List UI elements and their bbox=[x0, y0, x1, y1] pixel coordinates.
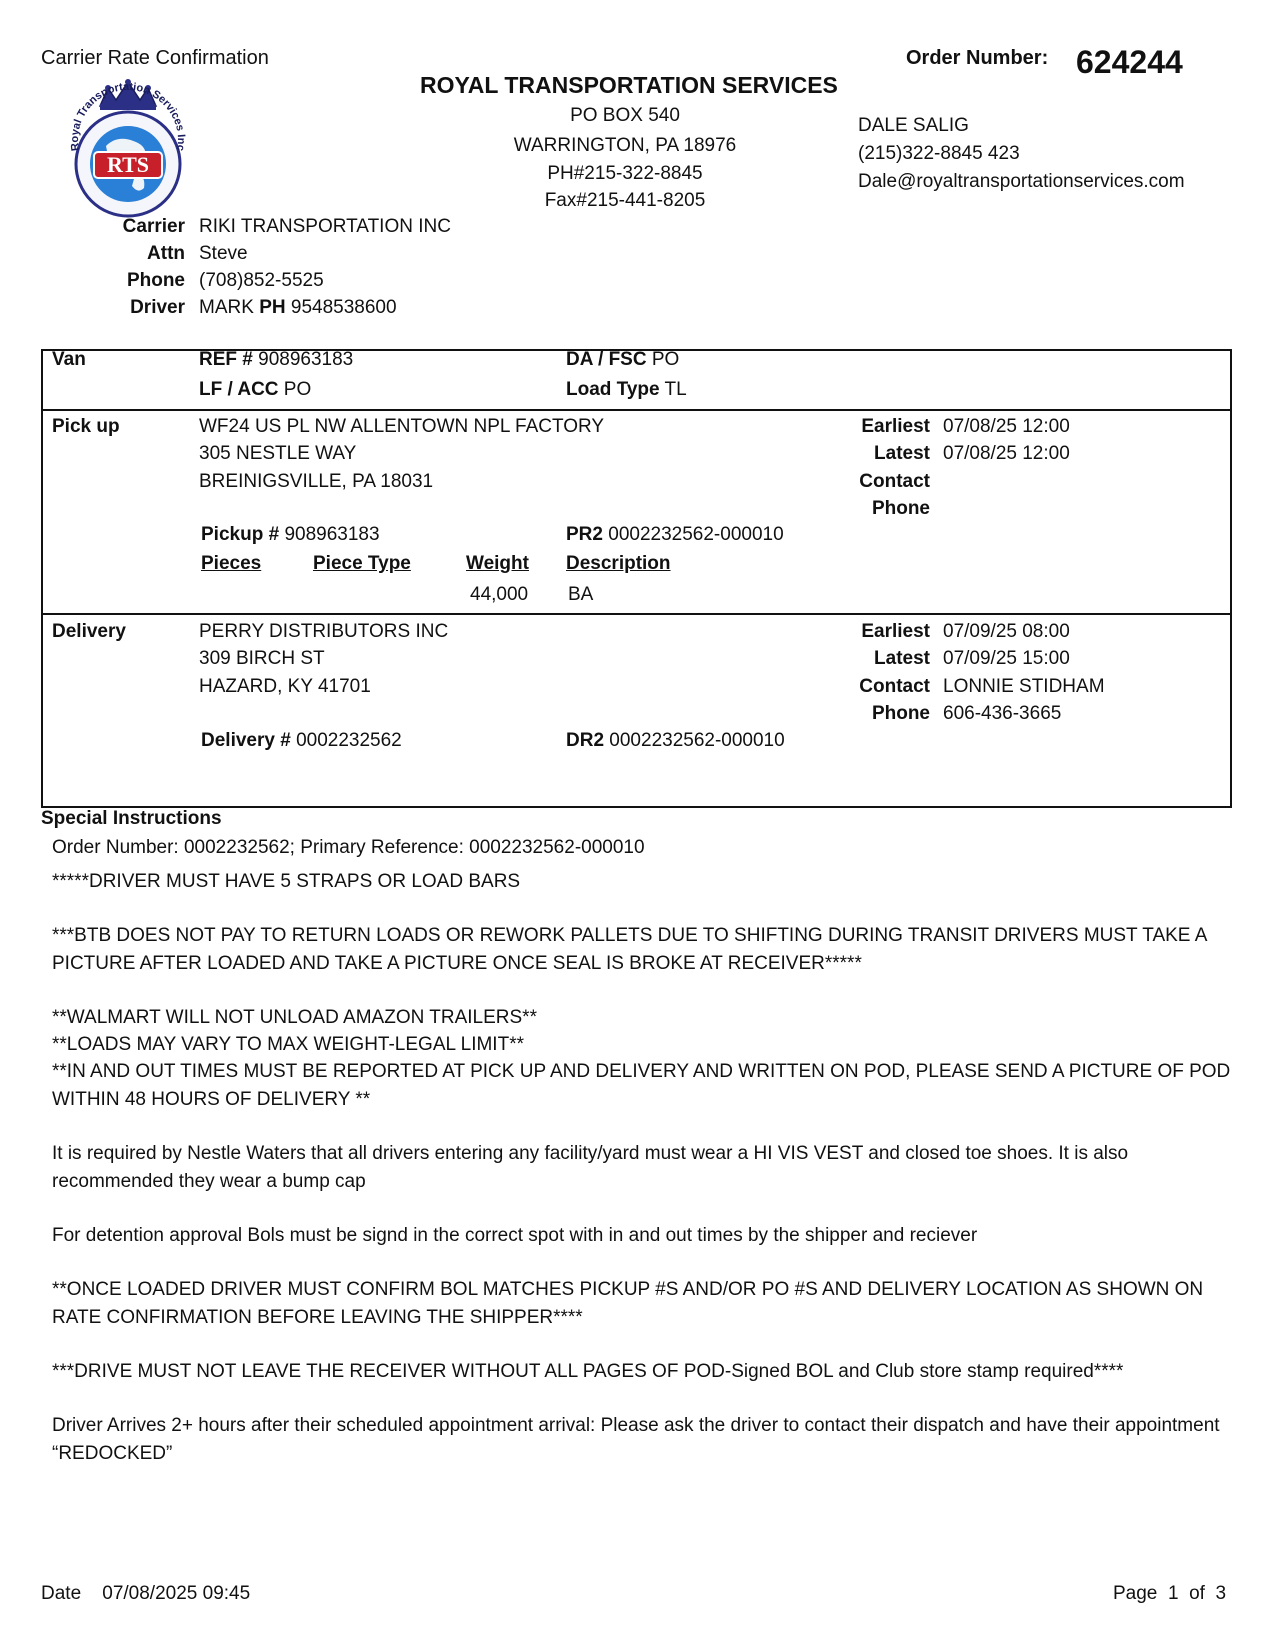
instruction-line-4: **WALMART WILL NOT UNLOAD AMAZON TRAILERS** bbox=[52, 1007, 537, 1028]
pickup-earliest-label: Earliest bbox=[861, 416, 930, 437]
pickup-number-field bbox=[201, 524, 380, 546]
page-current: 1 bbox=[1167, 1583, 1179, 1604]
instruction-line-1: Order Number: 0002232562; Primary Reference: 0002232562-000010 bbox=[52, 837, 645, 858]
col-piece-type: Piece Type bbox=[313, 553, 411, 574]
col-pieces: Pieces bbox=[201, 553, 262, 574]
carrier-value: RIKI TRANSPORTATION INC bbox=[199, 216, 451, 237]
pickup-number: 908963183 bbox=[284, 524, 380, 545]
dr2-label: DR2 bbox=[566, 730, 605, 751]
contact-phone: (215)322-8845 423 bbox=[858, 143, 1020, 164]
load-type-value: TL bbox=[664, 379, 687, 400]
col-description: Description bbox=[566, 553, 671, 574]
instruction-line-5: **LOADS MAY VARY TO MAX WEIGHT-LEGAL LIMIT** bbox=[52, 1034, 524, 1055]
company-logo bbox=[58, 76, 198, 218]
company-address-2: WARRINGTON, PA 18976 bbox=[513, 135, 737, 156]
delivery-address-3: HAZARD, KY 41701 bbox=[199, 676, 371, 697]
row-description: BA bbox=[568, 584, 594, 605]
driver-ph: 9548538600 bbox=[290, 297, 397, 318]
contact-name: DALE SALIG bbox=[858, 115, 969, 136]
company-address-1: PO BOX 540 bbox=[570, 105, 680, 126]
delivery-number-label: Delivery # bbox=[201, 730, 291, 751]
order-number: 624244 bbox=[1076, 44, 1183, 80]
phone-label: Phone bbox=[126, 270, 185, 291]
svg-text:RTS: RTS bbox=[106, 152, 150, 177]
delivery-number-field bbox=[201, 730, 402, 752]
carrier-label: Carrier bbox=[122, 216, 185, 237]
section-divider-pickup bbox=[41, 409, 1232, 411]
lf-acc-value: PO bbox=[283, 379, 312, 400]
pr2-field bbox=[566, 524, 784, 546]
driver-name: MARK bbox=[199, 297, 254, 318]
lf-acc-label: LF / ACC bbox=[199, 379, 279, 400]
page-of: of bbox=[1189, 1583, 1205, 1604]
instruction-line-7: It is required by Nestle Waters that all drivers entering any facility/yard must wear a HI VIS VEST and closed toe shoes. It is also recommended they wear a bump cap bbox=[52, 1143, 1129, 1192]
driver-value bbox=[199, 297, 397, 319]
delivery-address-1: PERRY DISTRIBUTORS INC bbox=[199, 621, 449, 642]
date-label: Date bbox=[41, 1583, 82, 1604]
instruction-line-9: **ONCE LOADED DRIVER MUST CONFIRM BOL MATCHES PICKUP #S AND/OR PO #S AND DELIVERY LOCATION AS SHOWN ON RATE CONFIRMATION BEFORE LEAVING THE SHIPPER**** bbox=[52, 1279, 1204, 1328]
company-phone: PH#215-322-8845 bbox=[547, 163, 703, 184]
pickup-latest: 07/08/25 12:00 bbox=[943, 443, 1070, 464]
delivery-latest-label: Latest bbox=[874, 648, 930, 669]
attn-value: Steve bbox=[199, 243, 248, 264]
load-type-field bbox=[566, 379, 687, 401]
rts-logo-icon bbox=[58, 76, 198, 218]
page-total: 3 bbox=[1215, 1583, 1227, 1604]
company-name: ROYAL TRANSPORTATION SERVICES bbox=[420, 72, 838, 98]
svg-text:Royal Transportation Services: Royal Transportation Services Inc bbox=[68, 80, 188, 152]
instruction-line-11: Driver Arrives 2+ hours after their scheduled appointment arrival: Please ask the driver to contact their dispatch and have their appointment “REDOCKED” bbox=[52, 1415, 1220, 1464]
delivery-latest: 07/09/25 15:00 bbox=[943, 648, 1070, 669]
driver-label: Driver bbox=[130, 297, 185, 318]
date-value: 07/08/2025 09:45 bbox=[102, 1583, 251, 1604]
lf-acc-field bbox=[199, 379, 311, 401]
instruction-line-8: For detention approval Bols must be signd in the correct spot with in and out times by the shipper and reciever bbox=[52, 1225, 978, 1246]
phone-value: (708)852-5525 bbox=[199, 270, 324, 291]
page-label: Page bbox=[1113, 1583, 1158, 1604]
pickup-label: Pick up bbox=[52, 416, 120, 437]
da-fsc-value: PO bbox=[651, 349, 680, 370]
da-fsc-field bbox=[566, 349, 679, 371]
instruction-line-10: ***DRIVE MUST NOT LEAVE THE RECEIVER WITHOUT ALL PAGES OF POD-Signed BOL and Club store stamp required**** bbox=[52, 1361, 1124, 1382]
delivery-phone: 606-436-3665 bbox=[943, 703, 1062, 724]
pickup-contact-label: Contact bbox=[859, 471, 930, 492]
delivery-earliest: 07/09/25 08:00 bbox=[943, 621, 1070, 642]
delivery-contact: LONNIE STIDHAM bbox=[943, 676, 1105, 697]
order-number-label: Order Number: bbox=[906, 47, 1049, 69]
attn-label: Attn bbox=[147, 243, 185, 264]
pickup-latest-label: Latest bbox=[874, 443, 930, 464]
delivery-phone-label: Phone bbox=[871, 703, 930, 724]
delivery-address-2: 309 BIRCH ST bbox=[199, 648, 325, 669]
pickup-address-3: BREINIGSVILLE, PA 18031 bbox=[199, 471, 434, 492]
ref-label: REF # bbox=[199, 349, 253, 370]
pr2-label: PR2 bbox=[566, 524, 603, 545]
delivery-number: 0002232562 bbox=[296, 730, 402, 751]
company-fax: Fax#215-441-8205 bbox=[544, 190, 706, 211]
pickup-phone-label: Phone bbox=[871, 498, 930, 519]
equipment-label: Van bbox=[52, 349, 86, 370]
da-fsc-label: DA / FSC bbox=[566, 349, 647, 370]
load-type-label: Load Type bbox=[566, 379, 660, 400]
col-weight: Weight bbox=[466, 553, 529, 574]
ref-field bbox=[199, 349, 353, 371]
pr2-value: 0002232562-000010 bbox=[608, 524, 784, 545]
delivery-contact-label: Contact bbox=[859, 676, 930, 697]
section-divider-delivery bbox=[41, 613, 1232, 615]
footer-page bbox=[1113, 1583, 1226, 1605]
delivery-earliest-label: Earliest bbox=[861, 621, 930, 642]
pickup-address-1: WF24 US PL NW ALLENTOWN NPL FACTORY bbox=[199, 416, 605, 437]
footer-date bbox=[41, 1583, 250, 1605]
contact-email: Dale@royaltransportationservices.com bbox=[858, 171, 1185, 192]
row-weight: 44,000 bbox=[470, 584, 529, 605]
ref-value: 908963183 bbox=[258, 349, 354, 370]
pickup-earliest: 07/08/25 12:00 bbox=[943, 416, 1070, 437]
driver-ph-label: PH bbox=[259, 297, 286, 318]
instruction-line-3: ***BTB DOES NOT PAY TO RETURN LOADS OR REWORK PALLETS DUE TO SHIFTING DURING TRANSIT DRIVERS MUST TAKE A PICTURE AFTER LOADED AND TAKE A PICTURE ONCE SEAL IS BROKE AT RECEIVER***** bbox=[52, 925, 1207, 974]
instruction-line-6: **IN AND OUT TIMES MUST BE REPORTED AT PICK UP AND DELIVERY AND WRITTEN ON POD, PLEASE SEND A PICTURE OF POD WITHIN 48 HOURS OF DELIVERY ** bbox=[52, 1061, 1231, 1110]
pickup-number-label: Pickup # bbox=[201, 524, 280, 545]
dr2-value: 0002232562-000010 bbox=[609, 730, 785, 751]
doc-type: Carrier Rate Confirmation bbox=[41, 47, 269, 69]
special-instructions-title: Special Instructions bbox=[41, 808, 222, 829]
dr2-field bbox=[566, 730, 785, 752]
delivery-label: Delivery bbox=[52, 621, 126, 642]
instruction-line-2: *****DRIVER MUST HAVE 5 STRAPS OR LOAD BARS bbox=[52, 871, 521, 892]
pickup-address-2: 305 NESTLE WAY bbox=[199, 443, 357, 464]
